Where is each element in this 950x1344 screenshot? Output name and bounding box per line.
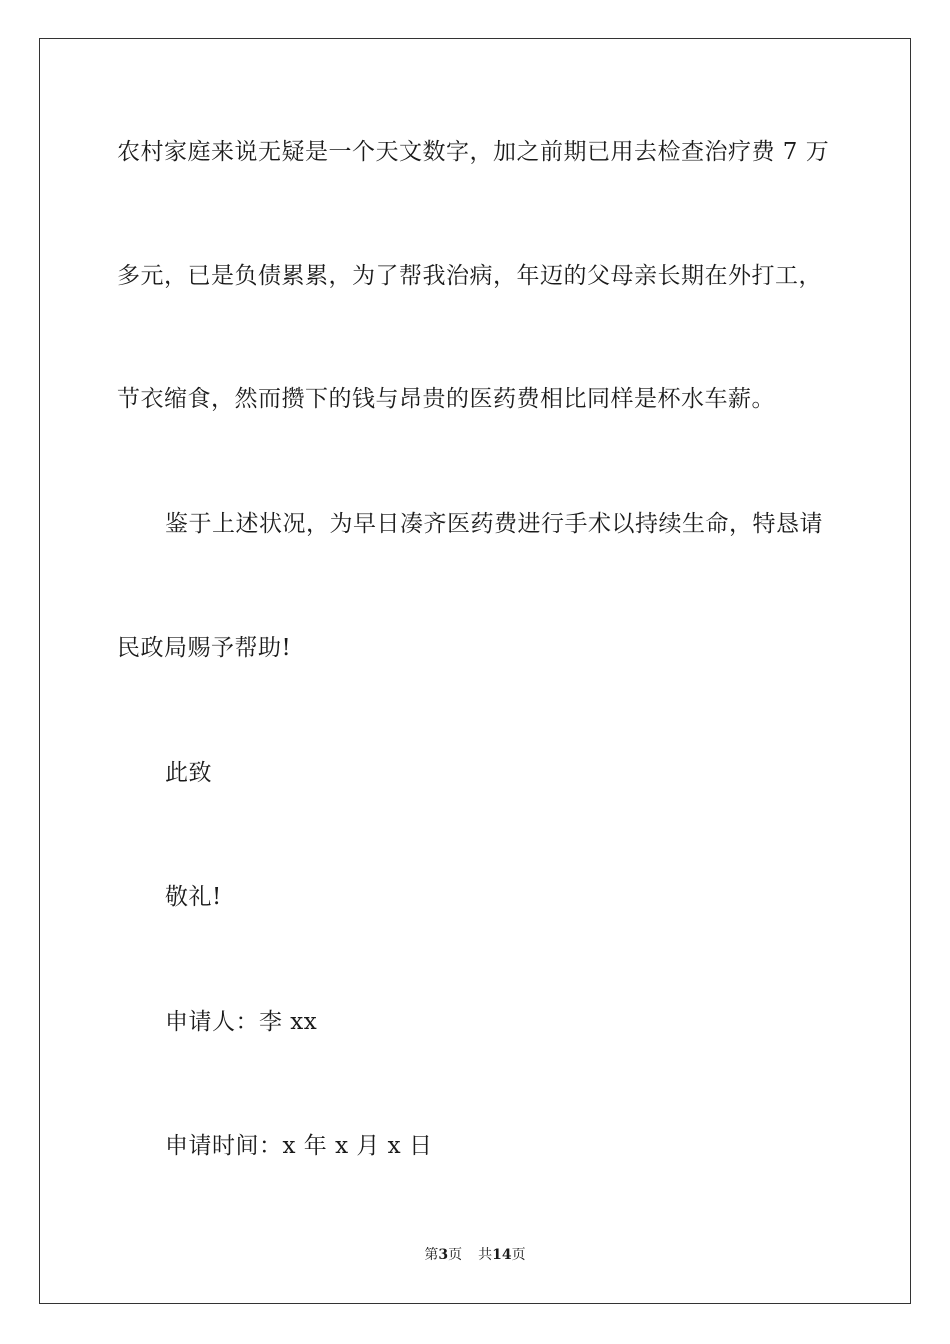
footer-page-prefix: 第 (424, 1247, 439, 1263)
body-line-5: 民政局赐予帮助! (117, 635, 292, 661)
date-line: 申请时间：x 年 x 月 x 日 (165, 1133, 433, 1159)
closing-regards: 敬礼! (165, 884, 222, 910)
footer-total-prefix: 共 (478, 1247, 493, 1263)
footer-total-suffix: 页 (511, 1247, 526, 1263)
body-line-1: 农村家庭来说无疑是一个天文数字，加之前期已用去检查治疗费 7 万 (117, 139, 830, 165)
applicant-line: 申请人：李 xx (165, 1009, 318, 1035)
body-line-2: 多元，已是负债累累，为了帮我治病，年迈的父母亲长期在外打工， (117, 263, 822, 289)
body-line-3: 节衣缩食，然而攒下的钱与昂贵的医药费相比同样是杯水车薪。 (117, 386, 775, 412)
closing-salutation: 此致 (165, 760, 212, 786)
page-footer (0, 1245, 950, 1265)
page-frame (39, 38, 911, 1304)
body-line-4: 鉴于上述状况，为早日凑齐医药费进行手术以持续生命，特恳请 (165, 511, 823, 537)
footer-page-suffix: 页 (448, 1247, 463, 1263)
footer-page-number: 3 (438, 1247, 449, 1263)
footer-total-pages: 14 (492, 1247, 512, 1263)
